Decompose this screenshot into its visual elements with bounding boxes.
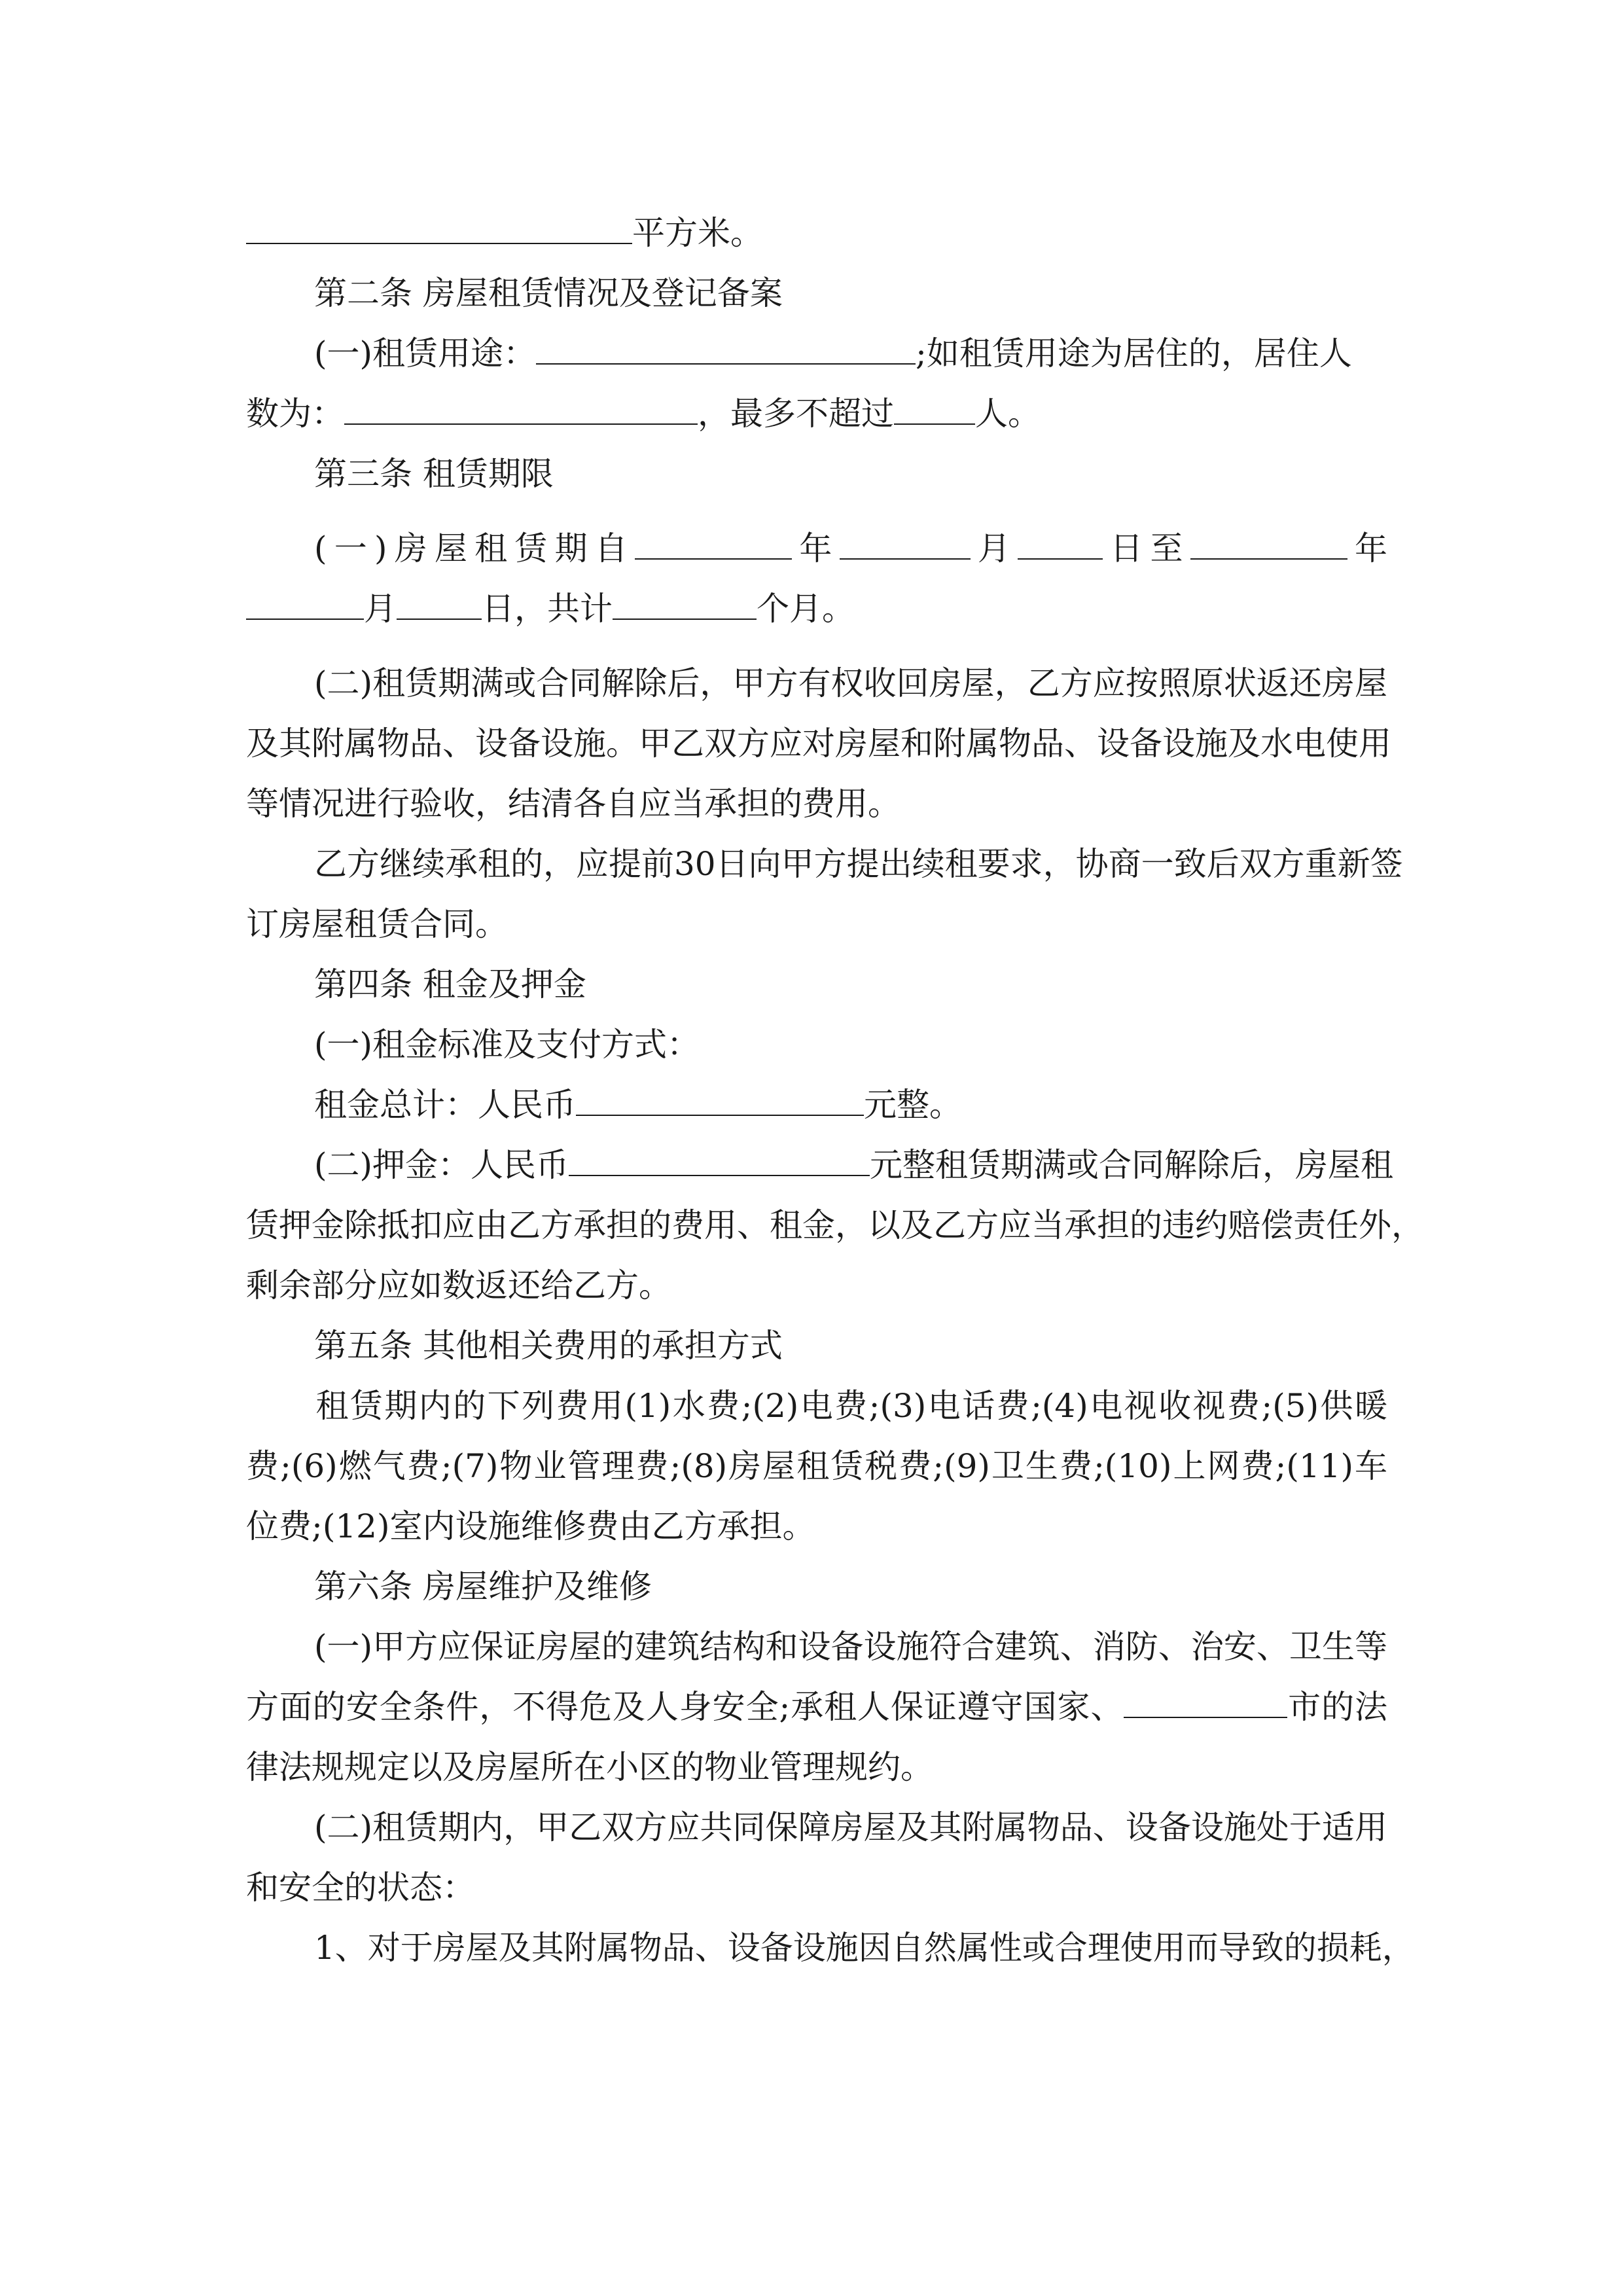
- renewal-line-1: 乙方继续承租的，应提前30日向甲方提出续租要求，协商一致后双方重新签: [314, 845, 1403, 883]
- occupants-blank[interactable]: [344, 395, 698, 425]
- safety-line-2: 和安全的状态：: [246, 1869, 475, 1907]
- safety-line-1: (二)租赁期内，甲乙双方应共同保障房屋及其附属物品、设备设施处于适用: [314, 1808, 1387, 1846]
- fees-line-3: 位费;(12)室内设施维修费由乙方承担。: [246, 1507, 815, 1545]
- clause-3-2-line-1: (二)租赁期满或合同解除后，甲方有权收回房屋，乙方应按照原状返还房屋: [314, 664, 1387, 702]
- maintenance-line-1: (一)甲方应保证房屋的建筑结构和设备设施符合建筑、消防、治安、卫生等: [314, 1628, 1387, 1666]
- total-months-blank[interactable]: [613, 590, 757, 620]
- area-blank[interactable]: [246, 214, 632, 244]
- occupants-line: 数为： ，最多不超过 人。: [246, 395, 1041, 433]
- area-line: 平方米。: [246, 213, 763, 253]
- rent-total-blank[interactable]: [576, 1086, 864, 1116]
- deposit-blank[interactable]: [569, 1146, 870, 1176]
- end-month-blank[interactable]: [246, 590, 364, 620]
- renewal-line-2: 订房屋租赁合同。: [246, 905, 508, 943]
- clause-3-2-line-3: 等情况进行验收，结清各自应当承担的费用。: [246, 785, 901, 823]
- end-year-blank[interactable]: [1190, 529, 1347, 560]
- article-6-heading: 第六条 房屋维护及维修: [314, 1568, 652, 1605]
- rent-total-line: 租金总计：人民币 元整。: [314, 1086, 962, 1124]
- deposit-line-2: 赁押金除抵扣应由乙方承担的费用、租金，以及乙方应当承担的违约赔偿责任外，: [246, 1206, 1424, 1244]
- wear-line-1: 1、对于房屋及其附属物品、设备设施因自然属性或合理使用而导致的损耗，: [314, 1929, 1415, 1967]
- city-blank[interactable]: [1124, 1688, 1287, 1718]
- deposit-line-3: 剩余部分应如数返还给乙方。: [246, 1266, 671, 1304]
- start-month-blank[interactable]: [840, 529, 971, 560]
- article-5-heading: 第五条 其他相关费用的承担方式: [314, 1327, 783, 1365]
- max-occupants-blank[interactable]: [894, 395, 975, 425]
- purpose-blank[interactable]: [536, 334, 916, 365]
- article-2-heading: 第二条 房屋租赁情况及登记备案: [314, 274, 783, 312]
- rent-standard-line: (一)租金标准及支付方式：: [314, 1026, 700, 1064]
- end-day-blank[interactable]: [397, 590, 482, 620]
- deposit-line-1: (二)押金：人民币 元整租赁期满或合同解除后，房屋租: [314, 1146, 1394, 1184]
- start-day-blank[interactable]: [1018, 529, 1103, 560]
- term-start-line: (一)房屋租赁期自 年 月 日至 年: [314, 529, 1387, 567]
- maintenance-line-2: 方面的安全条件，不得危及人身安全;承租人保证遵守国家、 市的法: [246, 1688, 1387, 1726]
- clause-3-2-line-2: 及其附属物品、设备设施。甲乙双方应对房屋和附属物品、设备设施及水电使用: [246, 725, 1391, 762]
- start-year-blank[interactable]: [635, 529, 792, 560]
- fees-line-1: 租赁期内的下列费用(1)水费;(2)电费;(3)电话费;(4)电视收视费;(5)供暖: [314, 1387, 1387, 1425]
- term-end-line: 月 日，共计 个月。: [246, 589, 855, 628]
- maintenance-line-3: 律法规规定以及房屋所在小区的物业管理规约。: [246, 1748, 933, 1786]
- fees-line-2: 费;(6)燃气费;(7)物业管理费;(8)房屋租赁税费;(9)卫生费;(10)上网费;(11)车: [246, 1447, 1387, 1485]
- article-3-heading: 第三条 租赁期限: [314, 455, 554, 493]
- article-4-heading: 第四条 租金及押金: [314, 965, 586, 1003]
- purpose-line: (一)租赁用途： ;如租赁用途为居住的，居住人: [314, 334, 1352, 372]
